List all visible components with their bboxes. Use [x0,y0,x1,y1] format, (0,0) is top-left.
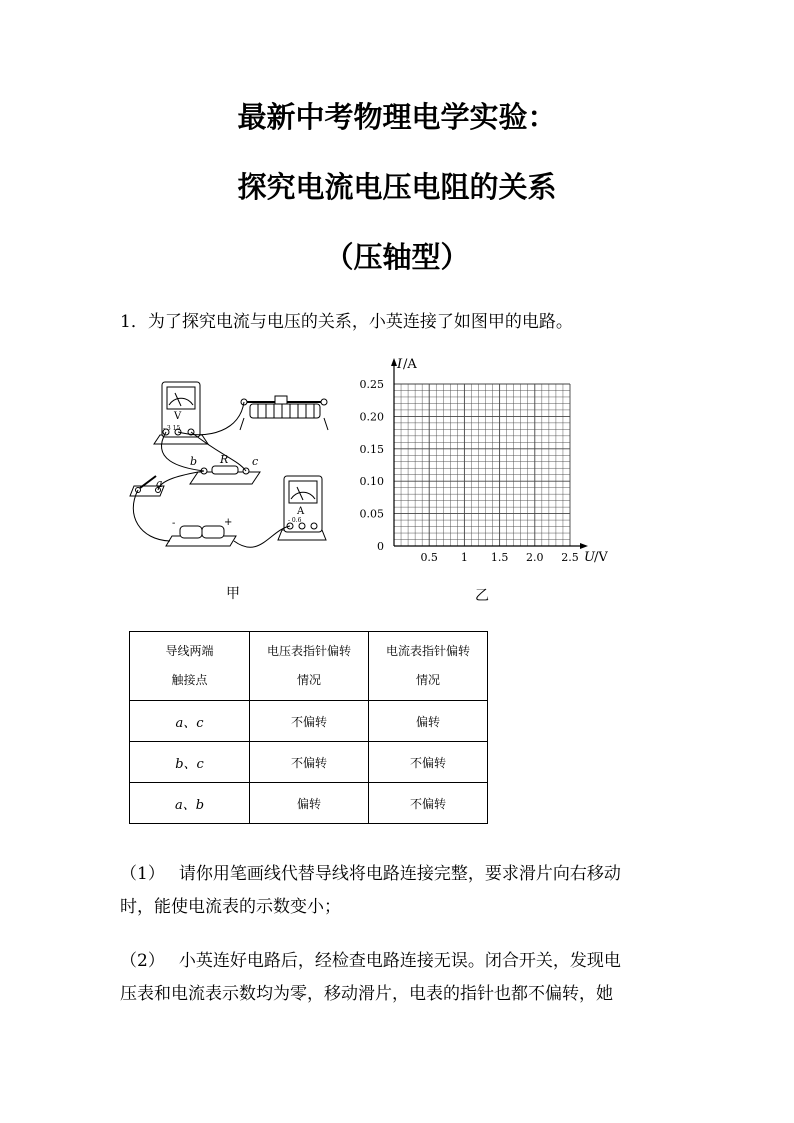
figure-yi-caption: 乙 [475,588,489,604]
resistor-label: R [220,453,229,466]
y-tick-label: 0.10 [359,475,384,489]
table-row [130,701,488,742]
part-2-number: （2） [120,951,165,971]
origin-label: 0 [377,540,384,553]
part-1 [120,858,680,924]
tick-labels [360,378,579,564]
x-tick-label: 2.5 [561,551,579,564]
voltmeter-label: V [174,411,182,422]
x-tick-label: 1 [460,551,468,564]
table-cell: 偏转 [250,783,369,824]
observation-table [129,631,488,824]
x-axis-variable: U [584,550,595,565]
table-row [130,742,488,783]
y-tick-label: 0.05 [359,507,384,521]
circuit-figure [120,360,350,560]
ammeter-label: A [297,506,305,517]
table-cell: a、c [130,701,250,742]
iu-graph [350,350,620,575]
figure-jia-caption: 甲 [226,586,240,602]
grid-lines [394,384,570,546]
x-axis-arrow-icon [580,543,588,549]
y-tick-label: 0.20 [359,410,384,424]
y-axis-unit: /A [403,357,417,372]
table-cell: b、c [130,742,250,783]
battery-plus-label: + [224,517,233,528]
ammeter-terminals: - 0.6 [288,517,302,524]
table-row [130,783,488,824]
table-header-row [130,632,488,701]
x-tick-label: 1.5 [490,551,509,564]
y-tick-label: 0.15 [359,442,384,456]
part-2-line-2: 压表和电流表示数均为零，移动滑片，电表的指针也都不偏转，她 [120,984,613,1004]
part-2 [120,945,680,1011]
table-cell: 不偏转 [369,742,488,783]
rheostat-icon [240,396,328,430]
header-cell-voltmeter: 电压表指针偏转 情况 [250,632,369,701]
part-1-line-1: 请你用笔画线代替导线将电路连接完整，要求滑片向右移动 [178,864,621,884]
point-a-label: a [156,477,163,490]
table-cell: a、b [130,783,250,824]
y-axis-variable: I [397,357,403,372]
table-cell: 不偏转 [369,783,488,824]
part-2-line-1: 小英连好电路后，经检查电路连接无误。闭合开关，发现电 [178,951,621,971]
point-b-label: b [190,455,198,468]
header-cell-contact-points: 导线两端 触接点 [130,632,250,701]
table-cell: 不偏转 [250,742,369,783]
battery-minus-label: - [172,518,176,529]
question-1-text: 1．为了探究电流与电压的关系，小英连接了如图甲的电路。 [120,312,573,332]
voltmeter-terminals: - 3 15 [163,425,181,432]
title-line-3: （压轴型） [324,240,470,274]
x-tick-label: 2.0 [526,551,544,564]
y-tick-label: 0.25 [359,378,384,391]
title-line-1: 最新中考物理电学实验： [237,100,557,134]
resistor-icon [190,466,260,484]
title-line-2: 探究电流电压电阻的关系 [237,170,557,204]
header-cell-ammeter: 电流表指针偏转 情况 [369,632,488,701]
part-1-line-2: 时，能使电流表的示数变小； [120,897,341,917]
table-cell: 偏转 [369,701,488,742]
x-axis-unit: /V [594,550,608,565]
point-c-label: c [252,455,259,468]
part-1-number: （1） [120,864,165,884]
x-tick-label: 0.5 [420,551,438,564]
table-cell: 不偏转 [250,701,369,742]
axes [391,358,588,549]
battery-icon [166,526,236,546]
